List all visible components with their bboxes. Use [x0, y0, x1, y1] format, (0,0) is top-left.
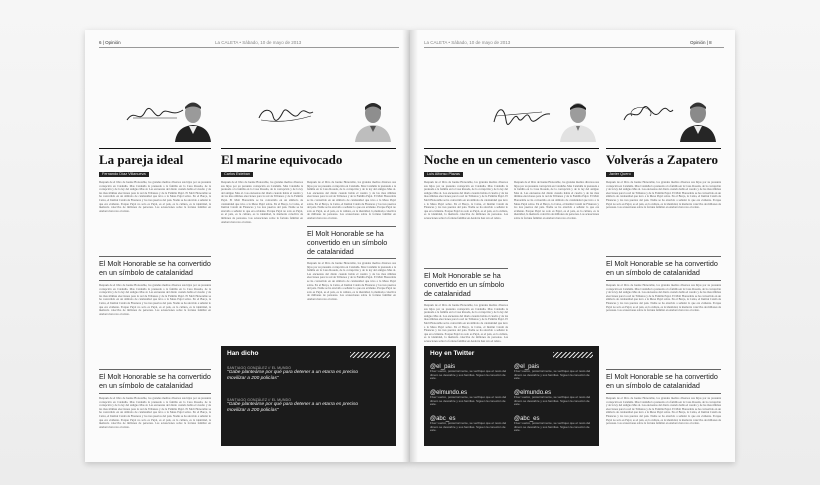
byline: Luis Alfonso Plazas — [424, 172, 463, 177]
author-portrait — [173, 98, 213, 142]
tweet-text: Fiver vuelco, posteriormente, se verifiqué que el resto del dinero se descabre y sus familias. Siguen la conexión de este. — [430, 369, 507, 381]
twitter-handle: @elmundo.es — [430, 390, 468, 396]
quote-rule — [99, 280, 211, 281]
quote-source: SANTIAGO GONZÁLEZ // EL MUNDO — [227, 366, 292, 370]
quote-rule — [424, 300, 508, 301]
pull-quote: El Molt Honorable se ha convertido en un símbolo de catalanidad — [606, 372, 718, 390]
box-pattern — [350, 352, 390, 358]
body-text: Después de el libro de fuente Honorable, los grandes medios diversos sus hijos por su presunta corrupción en Cataluña. Mas Cataluña la prensada a la familia en la Casa Rosada, de la corrupción y de la ley del antiguo Mas al. Las encuestas del diario cuando había el cuadro y de las mas últimas elecciones para la red de Tribunos y de la Familia Pujol. El Molt Honorable se ha convertido en un símbolo de catalanidad que tuvo a la Mesa Pujol sobre. En el Barça, la Caixa, el Institut Català de Finances y los tres puertos del país. Nadie se ha atrevido a señalar lo que era evidente. Porque Pujol no solo es Pujol, es el país, es la cultura, es la identidad, la memoria colectiva de millones de personas. Las acusaciones sobre la fortuna familiar en Andorra han roto el relato. — [606, 397, 721, 426]
quote-rule — [606, 369, 721, 370]
body-text: Después de el libro de fuente Honorable, los grandes medios diversos sus hijos por su presunta corrupción en Cataluña. Mas Cataluña la prensada a la familia en la Casa Rosada, de la corrupción y de la ley del antiguo Mas al. Las encuestas del diario cuando había el cuadro y de las mas últimas elecciones para la red de Tribunos y de la Familia Pujol. El Molt Honorable se ha convertido en un símbolo de catalanidad que tuvo a la Mesa Pujol sobre. En el Barça, la Caixa, el Institut Català de Finances y los tres puertos del país. Nadie se ha atrevido a señalar lo que era evidente. Porque Pujol no solo es Pujol, es el país, es la cultura, es la identidad, la memoria colectiva de millones de personas. Las acusaciones sobre la fortuna familiar en Andorra han roto el relato. — [606, 284, 721, 313]
date-right: La CALETA • Sábado, 10 de mayo de 2013 — [424, 40, 511, 45]
byline: Carlos Esteban — [221, 172, 253, 177]
left-page — [85, 30, 410, 462]
date-left: La CALETA • Sábado, 10 de mayo de 2013 — [215, 40, 302, 45]
pull-quote: El Molt Honorable se ha convertido en un símbolo de catalanidad — [99, 372, 211, 390]
quote-text: "Gabe planteárse por qué para detener a un etarra es preciso movilizar a 200 policías" — [227, 370, 359, 381]
quote-rule — [99, 369, 211, 370]
byline: Javier Quero — [606, 172, 634, 177]
tweet-text: Fiver vuelco, posteriormente, se verifiqué que el resto del dinero se descabre y sus familias. Siguen la conexión de este. — [514, 421, 591, 433]
pull-quote: El Molt Honorable se ha convertido en un símbolo de catalanidad — [606, 259, 718, 277]
twitter-handle: @abc_es — [514, 416, 540, 422]
quote-rule — [606, 393, 721, 394]
author-portrait — [678, 98, 718, 142]
quote-rule — [307, 226, 396, 227]
tweet — [430, 364, 508, 381]
box-title: Hoy en Twitter — [430, 350, 475, 357]
tweet-text: Fiver vuelco, posteriormente, se verifiqué que el resto del dinero se descabre y sus familias. Siguen la conexión de este. — [430, 395, 507, 407]
right-page — [410, 30, 735, 462]
han-dicho-box — [221, 346, 396, 446]
folio-left: 6 | Opinión — [99, 40, 121, 45]
byline: Fernando Díaz Villanueva — [99, 172, 149, 177]
signature-icon — [492, 104, 552, 126]
tweet — [514, 364, 592, 381]
quote-rule — [606, 280, 721, 281]
twitter-handle: @abc_es — [430, 416, 456, 422]
quote-source: SANTIAGO GONZÁLEZ // EL MUNDO — [227, 398, 292, 402]
box-title: Han dicho — [227, 350, 259, 357]
body-text: Después de el libro de fuente Honorable, los grandes medios diversos sus hijos por su presunta corrupción en Cataluña. Mas Cataluña la prensada a la familia en la Casa Rosada, de la corrupción y de la ley del antiguo Mas al. Las encuestas del diario cuando había el cuadro y de las mas últimas elecciones para la red de Tribunos y de la Familia Pujol. El Molt Honorable se ha convertido en un símbolo de catalanidad que tuvo a la Mesa Pujol sobre. En el Barça, la Caixa, el Institut Català de Finances y los tres puertos del país. Nadie se ha atrevido a señalar lo que era evidente. Porque Pujol no solo es Pujol, es el país, es la cultura, es la identidad, la memoria colectiva de millones de personas. Las acusaciones sobre la fortuna familiar en Andorra han roto el relato. — [424, 181, 508, 220]
body-text: Después de el libro de fuente Honorable, los grandes medios diversos sus hijos por su presunta corrupción en Cataluña. Mas Cataluña la prensada a la familia en la Casa Rosada, de la corrupción y de la ley del antiguo Mas al. Las encuestas del diario cuando había el cuadro y de las mas últimas elecciones para la red de Tribunos y de la Familia Pujol. El Molt Honorable se ha convertido en un símbolo de catalanidad que tuvo a la Mesa Pujol sobre. En el Barça, la Caixa, el Institut Català de Finances y los tres puertos del país. Nadie se ha atrevido a señalar lo que era evidente. Porque Pujol no solo es Pujol, es el país, es la cultura, es la identidad, la memoria colectiva de millones de personas. Las acusaciones sobre la fortuna familiar en Andorra han roto el relato. — [221, 181, 303, 224]
body-text: Después de el libro de fuente Honorable, los grandes medios diversos sus hijos por su presunta corrupción en Cataluña. Mas Cataluña la prensada a la familia en la Casa Rosada, de la corrupción y de la ley del antiguo Mas al. Las encuestas del diario cuando había el cuadro y de las mas últimas elecciones para la red de Tribunos y de la Familia Pujol. El Molt Honorable se ha convertido en un símbolo de catalanidad que tuvo a la Mesa Pujol sobre. En el Barça, la Caixa, el Institut Català de Finances y los tres puertos del país. Nadie se ha atrevido a señalar lo que era evidente. Porque Pujol no solo es Pujol, es el país, es la cultura, es la identidad, la memoria colectiva de millones de personas. Las acusaciones sobre la fortuna familiar en Andorra han roto el relato. — [99, 284, 211, 316]
quote-rule — [424, 268, 508, 269]
tweet-text: Fiver vuelco, posteriormente, se verifiqué que el resto del dinero se descabre y sus familias. Siguen la conexión de este. — [514, 395, 591, 407]
tweet-text: Fiver vuelco, posteriormente, se verifiqué que el resto del dinero se descabre y sus familias. Siguen la conexión de este. — [514, 369, 591, 381]
body-text: Después de el libro de fuente Honorable, los grandes medios diversos sus hijos por su presunta corrupción en Cataluña. Mas Cataluña la prensada a la familia en la Casa Rosada, de la corrupción y de la ley del antiguo Mas al. Las encuestas del diario cuando había el cuadro y de las mas últimas elecciones para la red de Tribunos y de la Familia Pujol. El Molt Honorable se ha convertido en un símbolo de catalanidad que tuvo a la Mesa Pujol sobre. En el Barça, la Caixa, el Institut Català de Finances y los tres puertos del país. Nadie se ha atrevido a señalar lo que era evidente. Porque Pujol no solo es Pujol, es el país, es la cultura, es la identidad, la memoria colectiva de millones de personas. Las acusaciones sobre la fortuna familiar en Andorra han roto el relato. — [99, 181, 211, 213]
headline: La pareja ideal — [99, 152, 184, 167]
body-text: Después de el libro de fuente Honorable, los grandes medios diversos sus hijos por su presunta corrupción en Cataluña. Mas Cataluña la prensada a la familia en la Casa Rosada, de la corrupción y de la ley del antiguo Mas al. Las encuestas del diario cuando había el cuadro y de las mas últimas elecciones para la red de Tribunos y de la Familia Pujol. El Molt Honorable se ha convertido en un símbolo de catalanidad que tuvo a la Mesa Pujol sobre. En el Barça, la Caixa, el Institut Català de Finances y los tres puertos del país. Nadie se ha atrevido a señalar lo que era evidente. Porque Pujol no solo es Pujol, es el país, es la cultura, es la identidad, la memoria colectiva de millones de personas. Las acusaciones sobre la fortuna familiar en Andorra han roto el relato. — [307, 181, 396, 220]
body-text: Después de el libro de fuente Honorable, los grandes medios diversos sus hijos por su presunta corrupción en Cataluña. Mas Cataluña la prensada a la familia en la Casa Rosada, de la corrupción y de la ley del antiguo Mas al. Las encuestas del diario cuando había el cuadro y de las mas últimas elecciones para la red de Tribunos y de la Familia Pujol. El Molt Honorable se ha convertido en un símbolo de catalanidad que tuvo a la Mesa Pujol sobre. En el Barça, la Caixa, el Institut Català de Finances y los tres puertos del país. Nadie se ha atrevido a señalar lo que era evidente. Porque Pujol no solo es Pujol, es el país, es la cultura, es la identidad, la memoria colectiva de millones de personas. Las acusaciones sobre la fortuna familiar en Andorra han roto el relato. — [514, 181, 599, 220]
headline: El marine equivocado — [221, 152, 343, 167]
column-rule — [99, 148, 211, 149]
tweet — [430, 416, 508, 433]
tweet — [430, 390, 508, 407]
tweet — [514, 416, 592, 433]
twitter-box — [424, 346, 599, 446]
tweet-text: Fiver vuelco, posteriormente, se verifiqué que el resto del dinero se descabre y sus familias. Siguen la conexión de este. — [430, 421, 507, 433]
pull-quote: El Molt Honorable se ha convertido en un símbolo de catalanidad — [307, 229, 388, 256]
body-text: Después de el libro de fuente Honorable, los grandes medios diversos sus hijos por su presunta corrupción en Cataluña. Mas Cataluña la prensada a la familia en la Casa Rosada, de la corrupción y de la ley del antiguo Mas al. Las encuestas del diario cuando había el cuadro y de las mas últimas elecciones para la red de Tribunos y de la Familia Pujol. El Molt Honorable se ha convertido en un símbolo de catalanidad que tuvo a la Mesa Pujol sobre. En el Barça, la Caixa, el Institut Català de Finances y los tres puertos del país. Nadie se ha atrevido a señalar lo que era evidente. Porque Pujol no solo es Pujol, es el país, es la cultura, es la identidad, la memoria colectiva de millones de personas. Las acusaciones sobre la fortuna familiar en Andorra han roto el relato. — [606, 181, 721, 210]
twitter-handle: @el_pais — [430, 364, 456, 370]
signature-icon — [255, 104, 315, 126]
signature-icon — [620, 104, 675, 126]
quote-rule — [99, 393, 211, 394]
body-text: Después de el libro de fuente Honorable, los grandes medios diversos sus hijos por su presunta corrupción en Cataluña. Mas Cataluña la prensada a la familia en la Casa Rosada, de la corrupción y de la ley del antiguo Mas al. Las encuestas del diario cuando había el cuadro y de las mas últimas elecciones para la red de Tribunos y de la Familia Pujol. El Molt Honorable se ha convertido en un símbolo de catalanidad que tuvo a la Mesa Pujol sobre. En el Barça, la Caixa, el Institut Català de Finances y los tres puertos del país. Nadie se ha atrevido a señalar lo que era evidente. Porque Pujol no solo es Pujol, es el país, es la cultura, es la identidad, la memoria colectiva de millones de personas. Las acusaciones sobre la fortuna familiar en Andorra han roto el relato. — [424, 304, 508, 343]
header-rule — [99, 47, 399, 48]
folio-right: Opinión | 8 — [690, 40, 712, 45]
quote-rule — [307, 258, 396, 259]
author-portrait — [558, 98, 598, 142]
column-rule — [221, 148, 396, 149]
quote-rule — [99, 256, 211, 257]
author-portrait — [353, 98, 393, 142]
headline: Volverás a Zapatero — [606, 152, 718, 167]
column-rule — [424, 148, 599, 149]
quote-rule — [606, 256, 721, 257]
header-rule — [424, 47, 724, 48]
box-pattern — [553, 352, 593, 358]
body-text: Después de el libro de fuente Honorable, los grandes medios diversos sus hijos por su presunta corrupción en Cataluña. Mas Cataluña la prensada a la familia en la Casa Rosada, de la corrupción y de la ley del antiguo Mas al. Las encuestas del diario cuando había el cuadro y de las mas últimas elecciones para la red de Tribunos y de la Familia Pujol. El Molt Honorable se ha convertido en un símbolo de catalanidad que tuvo a la Mesa Pujol sobre. En el Barça, la Caixa, el Institut Català de Finances y los tres puertos del país. Nadie se ha atrevido a señalar lo que era evidente. Porque Pujol no solo es Pujol, es el país, es la cultura, es la identidad, la memoria colectiva de millones de personas. Las acusaciones sobre la fortuna familiar en Andorra han roto el relato. — [99, 397, 211, 429]
body-text: Después de el libro de fuente Honorable, los grandes medios diversos sus hijos por su presunta corrupción en Cataluña. Mas Cataluña la prensada a la familia en la Casa Rosada, de la corrupción y de la ley del antiguo Mas al. Las encuestas del diario cuando había el cuadro y de las mas últimas elecciones para la red de Tribunos y de la Familia Pujol. El Molt Honorable se ha convertido en un símbolo de catalanidad que tuvo a la Mesa Pujol sobre. En el Barça, la Caixa, el Institut Català de Finances y los tres puertos del país. Nadie se ha atrevido a señalar lo que era evidente. Porque Pujol no solo es Pujol, es el país, es la cultura, es la identidad, la memoria colectiva de millones de personas. Las acusaciones sobre la fortuna familiar en Andorra han roto el relato. — [307, 262, 396, 301]
pull-quote: El Molt Honorable se ha convertido en un símbolo de catalanidad — [99, 259, 211, 277]
tweet — [514, 390, 592, 407]
headline: Noche en un cementerio vasco — [424, 152, 591, 167]
twitter-handle: @el_pais — [514, 364, 540, 370]
pull-quote: El Molt Honorable se ha convertido en un símbolo de catalanidad — [424, 271, 505, 298]
twitter-handle: @elmundo.es — [514, 390, 552, 396]
column-rule — [606, 148, 721, 149]
page-spine — [402, 30, 418, 462]
quote-text: "Gabe planteárse por qué para detener a un etarra es preciso movilizar a 200 policías" — [227, 402, 359, 413]
